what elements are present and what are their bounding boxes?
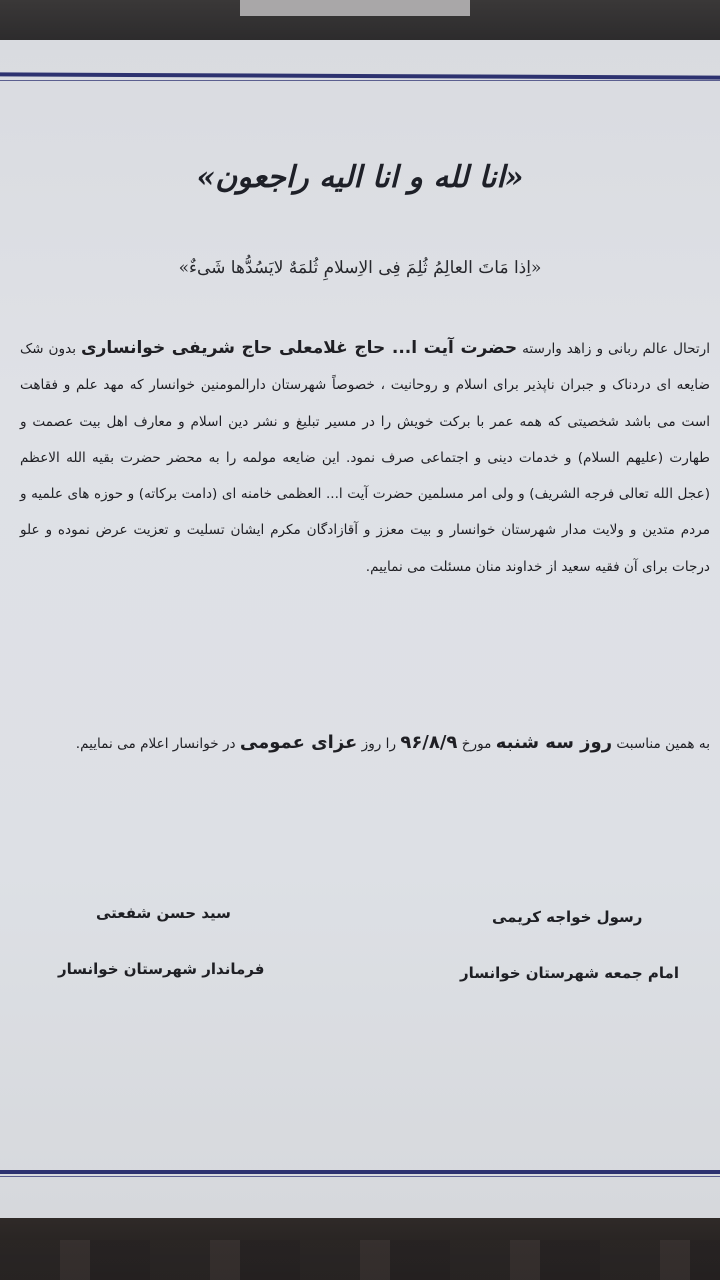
background-floor	[0, 1240, 720, 1280]
background-strip	[240, 0, 470, 16]
top-border-rule-thin	[0, 80, 720, 81]
headline: «انا لله و انا الیه راجعون»	[196, 160, 524, 195]
signatory-right-name: رسول خواجه کریمی	[492, 908, 643, 926]
announcement-day: روز سه شنبه	[495, 732, 613, 753]
signatory-left-title: فرماندار شهرستان خوانسار	[58, 960, 265, 978]
signatory-right-title: امام جمعه شهرستان خوانسار	[460, 964, 679, 982]
notice-body	[20, 330, 710, 585]
signatory-left-name: سید حسن شفعتی	[96, 904, 231, 922]
body-intro: ارتحال عالم ربانی و زاهد وارسته	[517, 341, 710, 357]
announcement-mid2: را روز	[357, 736, 401, 752]
announcement-post: در خوانسار اعلام می نماییم.	[75, 736, 240, 752]
announcement-mid1: مورخ	[457, 736, 496, 752]
announcement-pre: به همین مناسبت	[612, 736, 710, 752]
hadith-quote: «اِذا مَاتَ العالِمُ ثُلِمَ فِی الاِسلامِ ثُلمَهٌ لایَسُدُّها شَیءٌ»	[178, 258, 542, 278]
announcement-event: عزای عمومی	[239, 732, 358, 753]
announcement	[20, 718, 710, 769]
bottom-border-rule	[0, 1170, 720, 1174]
bottom-border-rule-thin	[0, 1176, 720, 1177]
body-text: بدون شک ضایعه ای دردناک و جبران ناپذیر برای اسلام و روحانیت ، خصوصاً شهرستان دارالمومنین خوانسار که مهد علم و فقاهت است می باشد شخصیتی که همه عمر با برکت خویش را در مسیر تبلیغ و نشر دین اسلام و معارف اهل بیت عصمت و طهارت (علیهم السلام) و خدمات دینی و اجتماعی صرف نمود. این ضایعه مولمه را به محضر حضرت بقیه الله الاعظم (عجل الله تعالی فرجه الشریف) و ولی امر مسلمین حضرت آیت ا... العظمی خامنه ای (دامت برکاته) و حوزه های علمیه و مردم متدین و ولایت مدار شهرستان خوانسار و بیت معزز و آقازادگان مکرم ایشان تسلیت و تعزیت عرض نموده و علو درجات برای آن فقیه سعید از خداوند منان مسئلت می نماییم.	[20, 341, 710, 575]
notice-paper	[0, 40, 720, 1225]
honoree-name: حضرت آیت ا... حاج غلامعلی حاج شریفی خوانساری	[81, 338, 518, 358]
announcement-date: ۹۶/۸/۹	[400, 732, 458, 753]
